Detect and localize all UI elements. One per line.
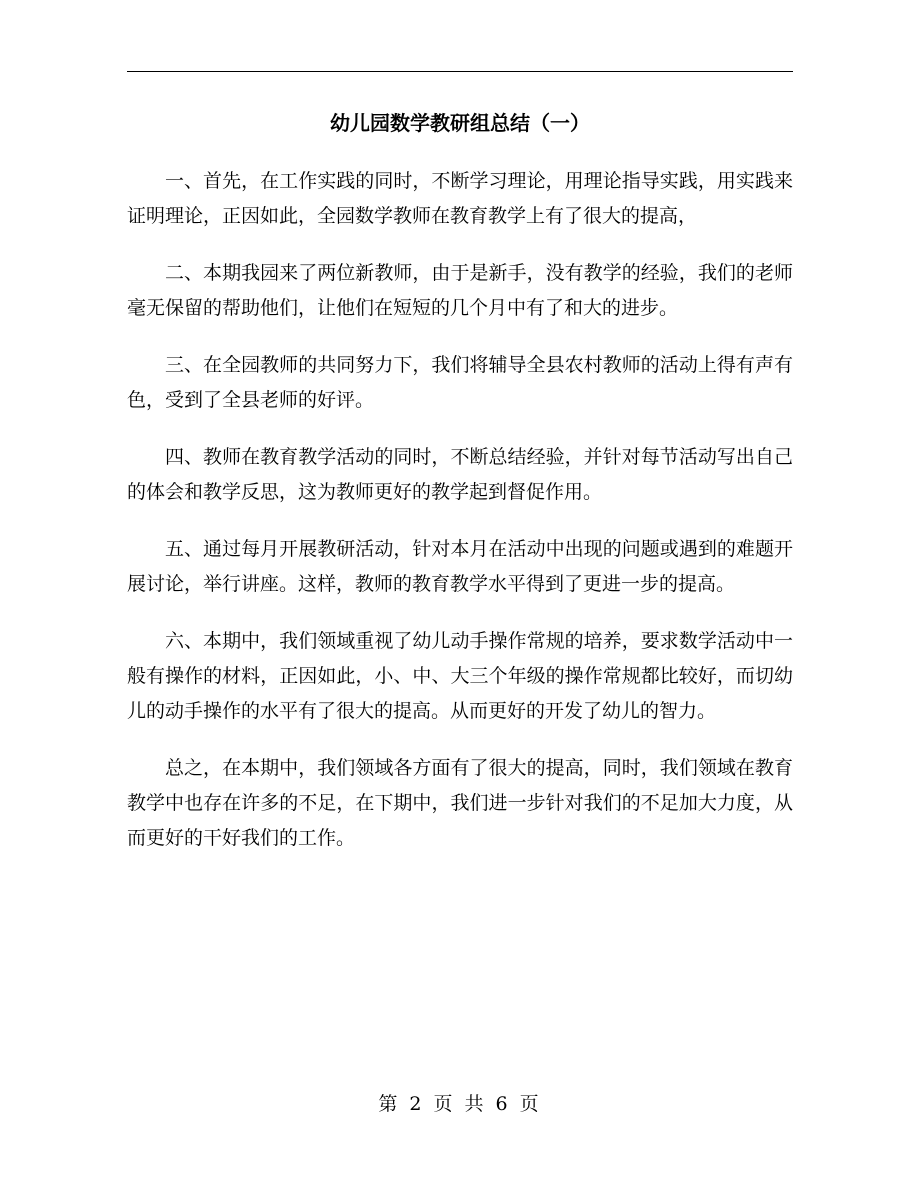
paragraph-2: 二、本期我园来了两位新教师，由于是新手，没有教学的经验，我们的老师毫无保留的帮助他们，让他们在短短的几个月中有了和大的进步。 xyxy=(127,262,793,319)
page-number: 第 2 页 共 6 页 xyxy=(378,1093,542,1115)
paragraph-4: 四、教师在教育教学活动的同时，不断总结经验，并针对每节活动写出自己的体会和教学反思，这为教师更好的教学起到督促作用。 xyxy=(127,446,793,503)
paragraph-3: 三、在全园教师的共同努力下，我们将辅导全县农村教师的活动上得有声有色，受到了全县老师的好评。 xyxy=(127,354,793,411)
paragraph-6: 六、本期中，我们领域重视了幼儿动手操作常规的培养，要求数学活动中一般有操作的材料，正因如此，小、中、大三个年级的操作常规都比较好，而切幼儿的动手操作的水平有了很大的提高。从而更好的开发了幼儿的智力。 xyxy=(127,630,793,722)
header-rule xyxy=(127,71,793,72)
document-body xyxy=(127,164,793,878)
paragraph-1: 一、首先，在工作实践的同时，不断学习理论，用理论指导实践，用实践来证明理论，正因如此，全园数学教师在教育教学上有了很大的提高， xyxy=(127,170,793,227)
paragraph-5: 五、通过每月开展教研活动，针对本月在活动中出现的问题或遇到的难题开展讨论，举行讲座。这样，教师的教育教学水平得到了更进一步的提高。 xyxy=(127,538,793,595)
paragraph-summary: 总之，在本期中，我们领域各方面有了很大的提高，同时，我们领域在教育教学中也存在许多的不足，在下期中，我们进一步针对我们的不足加大力度，从而更好的干好我们的工作。 xyxy=(127,757,793,849)
document-title: 幼儿园数学教研组总结（一） xyxy=(330,111,590,135)
